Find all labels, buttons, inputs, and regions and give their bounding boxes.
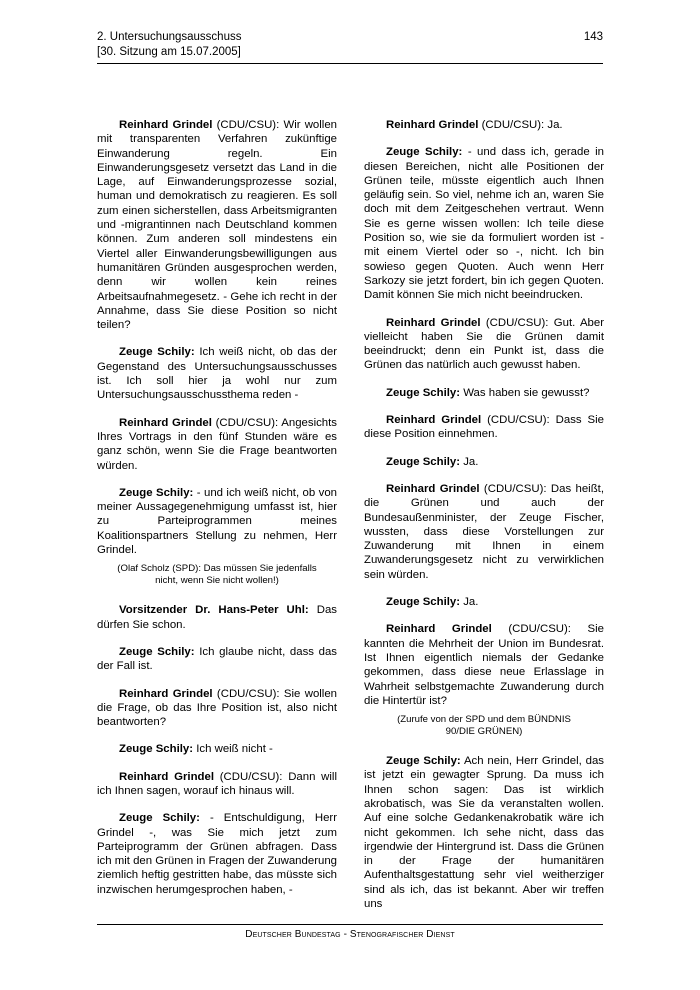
speech-paragraph bbox=[364, 595, 604, 609]
speaker-name: Reinhard Grindel bbox=[386, 316, 481, 329]
speech-text: Dann will ich Ihnen sagen, worauf ich hinaus will. bbox=[97, 770, 337, 797]
speech-paragraph bbox=[364, 118, 604, 132]
speech-text: Was haben sie gewusst? bbox=[463, 386, 590, 399]
speech-paragraph bbox=[364, 482, 604, 582]
interjection: (Zurufe von der SPD und dem BÜNDNIS 90/DIE GRÜNEN) bbox=[397, 714, 571, 738]
speaker-name: Zeuge Schily: bbox=[386, 596, 461, 609]
speech-paragraph bbox=[364, 622, 604, 708]
speech-text: Ich weiß nicht, ob das der Gegenstand des Untersuchungsausschusses ist. Ich soll hier ja wohl nur zum Untersuchungsausschussthema reden - bbox=[97, 346, 337, 402]
speech-paragraph bbox=[364, 316, 604, 373]
speaker-name: Zeuge Schily: bbox=[386, 146, 463, 159]
speech-paragraph bbox=[97, 645, 337, 674]
speaker-name: Reinhard Grindel bbox=[119, 687, 213, 700]
speech-text: Das heißt, die Grünen und auch der Bundesaußenminister, der Zeuge Fischer, wussten, dass diese Vorstellungen zur Zuwanderung mit Ihnen in einem Zuwanderungsgesetz nicht zu verwirklichen sein würden. bbox=[364, 482, 604, 581]
speech-paragraph bbox=[97, 687, 337, 730]
speech-text: Ich weiß nicht - bbox=[196, 743, 273, 756]
speaker-affiliation: (CDU/CSU): bbox=[215, 416, 279, 429]
speech-paragraph bbox=[97, 603, 337, 632]
speech-paragraph bbox=[97, 811, 337, 897]
left-column bbox=[97, 118, 337, 910]
interjection: (Olaf Scholz (SPD): Das müssen Sie jedenfalls nicht, wenn Sie nicht wollen!) bbox=[117, 563, 317, 587]
speech-paragraph bbox=[364, 145, 604, 302]
speaker-name: Zeuge Schily: bbox=[386, 455, 461, 468]
speech-paragraph bbox=[97, 118, 337, 332]
speaker-name: Zeuge Schily: bbox=[119, 486, 194, 499]
speaker-affiliation: (CDU/CSU): bbox=[508, 623, 571, 636]
speech-paragraph bbox=[97, 770, 337, 799]
speaker-name: Reinhard Grindel bbox=[386, 414, 482, 427]
speech-paragraph bbox=[97, 742, 337, 756]
speech-text: Sie wollen die Frage, ob das Ihre Position ist, also nicht beantworten? bbox=[97, 687, 338, 729]
speaker-name: Zeuge Schily: bbox=[386, 386, 461, 399]
speaker-name: Zeuge Schily: bbox=[119, 645, 195, 658]
right-column bbox=[364, 118, 604, 924]
speaker-name: Reinhard Grindel bbox=[119, 416, 212, 429]
speech-text: Ja. bbox=[547, 119, 563, 131]
speech-paragraph bbox=[97, 345, 337, 402]
session-date: [30. Sitzung am 15.07.2005] bbox=[97, 46, 241, 58]
speech-paragraph bbox=[97, 486, 337, 557]
header-rule bbox=[97, 63, 603, 64]
speech-paragraph bbox=[364, 754, 604, 911]
speaker-affiliation: (CDU/CSU): bbox=[483, 482, 547, 495]
speaker-affiliation: (CDU/CSU): bbox=[485, 316, 549, 329]
speaker-affiliation: (CDU/CSU): bbox=[487, 414, 550, 427]
speech-text: Wir wollen mit transparenten Verfahren zukünftige Einwanderung regeln. Ein Einwanderungsgesetz versetzt das Land in die Lage, auf Einwanderungsprozesse sozial, human und demokratisch zu reagieren. Es soll zum einen sicherstellen, dass Arbeitsmigranten und -migrantinnen nach Deutschland kommen können. Zum anderen soll mindestens ein Viertel aller Einwanderungsbewilligungen aus humanitären Gründen ausgesprochen werden, denn wir wollen kein reines Arbeitsaufnahmegesetz. - Gehe ich recht in der Annahme, dass Sie diese Position so nicht teilen? bbox=[97, 119, 337, 332]
speaker-name: Reinhard Grindel bbox=[386, 119, 479, 131]
speech-text: Dass Sie diese Position einnehmen. bbox=[364, 414, 604, 441]
committee-title: 2. Untersuchungsausschuss bbox=[97, 31, 242, 43]
speaker-name: Reinhard Grindel bbox=[386, 482, 480, 495]
speaker-name: Zeuge Schily: bbox=[386, 755, 461, 768]
speaker-affiliation: (CDU/CSU): bbox=[216, 119, 280, 131]
speaker-name: Reinhard Grindel bbox=[119, 119, 213, 131]
speech-text: - und ich weiß nicht, ob von meiner Aussagegenehmigung umfasst ist, hier zu Parteiprogrammen meines Koalitionspartners Stellung zu nehmen, Herr Grindel. bbox=[97, 486, 337, 557]
page-footer: Deutscher Bundestag - Stenografischer Dienst bbox=[245, 929, 455, 940]
page-number: 143 bbox=[583, 31, 603, 43]
speech-text: Ja. bbox=[463, 596, 479, 609]
speaker-affiliation: (CDU/CSU): bbox=[216, 687, 280, 700]
speaker-name: Reinhard Grindel bbox=[386, 623, 492, 636]
speech-text: Angesichts Ihres Vortrags in den fünf Stunden wäre es ganz schön, wenn Sie die Frage beantworten würden. bbox=[97, 416, 337, 472]
speech-text: - und dass ich, gerade in diesen Bereichen, nicht alle Positionen der Grünen teile, müsste eigentlich auch Ihnen geläufig sein. So viel, nehme ich an, waren Sie doch mit dem Zeitgeschehen vertraut. Wenn Sie es gerne wissen wollen: Ich teile diese Position so, wie sie da formuliert worden ist - mit einem Viertel oder so -, nicht. Ich bin sowieso gegen Quoten. Auch wenn Herr Sarkozy sie jetzt fordert, bin ich gegen Quoten. Damit können Sie mich nicht beeindrucken. bbox=[364, 146, 604, 302]
speech-text: Ach nein, Herr Grindel, das ist jetzt ein gewagter Sprung. Da muss ich Ihnen schon sagen: Das ist wirklich akrobatisch, was Sie da veranstalten wollen. Auf eine solche Gedankenakrobatik wäre ich nicht gekommen. Ich sehe nicht, dass das irgendwie der Hintergrund ist. Dass die Grünen in der Frage der humanitären Aufenthaltsgestattung sehr viel weitherziger sind als ich, das ist bekannt. Aber wir treffen uns bbox=[364, 755, 604, 911]
speaker-name: Zeuge Schily: bbox=[119, 812, 200, 825]
speech-text: Ich glaube nicht, dass das der Fall ist. bbox=[97, 645, 338, 673]
speaker-affiliation: (CDU/CSU): bbox=[219, 770, 283, 783]
speaker-name: Reinhard Grindel bbox=[119, 770, 214, 783]
footer-rule bbox=[97, 924, 603, 925]
speaker-name: Zeuge Schily: bbox=[119, 743, 194, 756]
speech-text: - Entschuldigung, Herr Grindel -, was Sie mich jetzt zum Parteiprogramm der Grünen abfragen. Dass ich mit den Grünen in Fragen der Zuwanderung ziemlich heftig gestritten habe, das müsste sich inzwischen herumgesprochen haben, - bbox=[97, 812, 337, 896]
speaker-name: Vorsitzender Dr. Hans-Peter Uhl: bbox=[119, 604, 309, 617]
speech-text: Ja. bbox=[463, 455, 479, 468]
speech-paragraph bbox=[97, 416, 337, 473]
speech-text: Gut. Aber vielleicht haben Sie die Grünen damit beeindruckt; denn ein Punkt ist, dass die Grünen das natürlich auch gewusst haben. bbox=[364, 316, 605, 372]
page-header bbox=[97, 30, 603, 60]
speech-paragraph bbox=[364, 413, 604, 442]
speech-text: Das dürfen Sie schon. bbox=[97, 604, 337, 631]
speaker-name: Zeuge Schily: bbox=[119, 346, 195, 359]
speech-paragraph bbox=[364, 455, 604, 469]
speech-text: Sie kannten die Mehrheit der Union im Bundesrat. Ist Ihnen eigentlich niemals der Gedanke gekommen, dass diese neue Erlasslage in Wahrheit selbstgemachte Zuwanderung durch die Hintertür ist? bbox=[364, 623, 604, 707]
speaker-affiliation: (CDU/CSU): bbox=[481, 119, 545, 131]
speech-paragraph bbox=[364, 386, 604, 400]
